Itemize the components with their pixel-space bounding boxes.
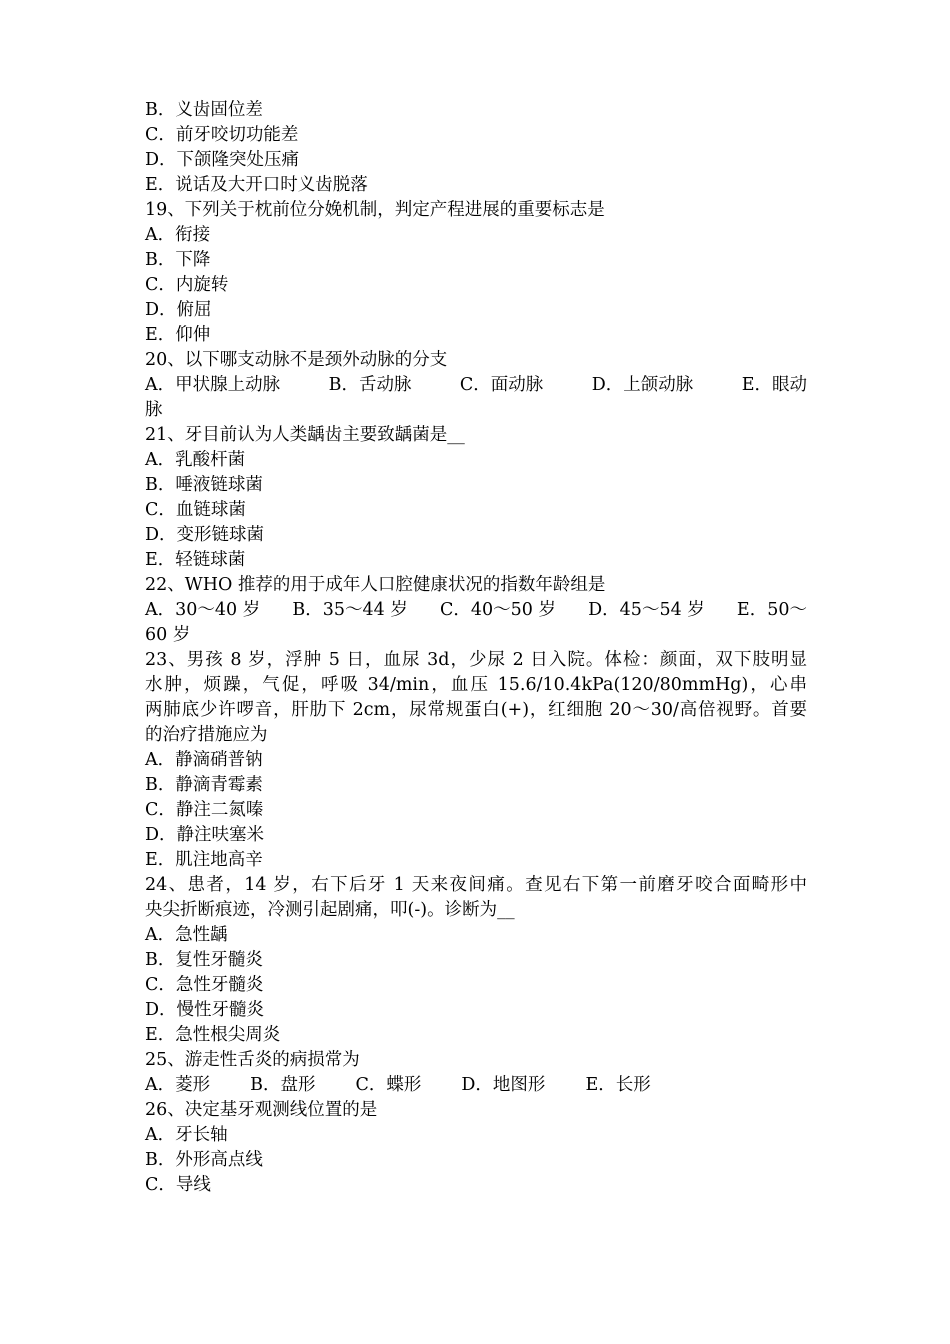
q20-stem: 20、以下哪支动脉不是颈外动脉的分支 [145,350,448,370]
q20-option-e: E．眼动 [741,375,807,395]
q24-option-a: A．急性龋 [145,925,228,945]
q24-option-c: C．急性牙髓炎 [145,975,264,995]
q24-stem-line-2: 央尖折断痕迹，冷测引起剧痛，叩(-)。诊断为__ [145,900,515,920]
q26-option-b: B．外形高点线 [145,1150,263,1170]
q23-stem-line-3: 两肺底少许啰音，肝肋下 2cm，尿常规蛋白(+)，红细胞 20～30/高倍视野。首要 [145,700,807,720]
q22-options-row [145,598,807,623]
q23-stem-line-2: 水肿，烦躁，气促，呼吸 34/min，血压 15.6/10.4kPa(120/80mmHg)，心串 [145,675,807,695]
q19-option-a: A．衔接 [145,225,211,245]
q21-stem: 21、牙目前认为人类龋齿主要致龋菌是__ [145,425,465,445]
q22-option-a: A．30～40 岁 [145,600,261,620]
q21-option-b: B．唾液链球菌 [145,475,263,495]
q23-option-a: A．静滴硝普钠 [145,750,263,770]
q20-option-a: A．甲状腺上动脉 [145,375,281,395]
q20-option-e-continued: 脉 [145,400,163,420]
q21-option-a: A．乳酸杆菌 [145,450,246,470]
q19-option-c: C．内旋转 [145,275,229,295]
q23-option-e: E．肌注地高辛 [145,850,263,870]
q20-option-b: B．舌动脉 [328,375,412,395]
q26-option-c: C．导线 [145,1175,211,1195]
q22-option-b: B．35～44 岁 [292,600,408,620]
q19-option-d: D．俯屈 [145,300,212,320]
q20-option-d: D．上颌动脉 [591,375,694,395]
q24-option-e: E．急性根尖周炎 [145,1025,281,1045]
q19-option-e: E．仰伸 [145,325,211,345]
q20-options-row [145,373,807,398]
q23-option-b: B．静滴青霉素 [145,775,263,795]
q24-option-d: D．慢性牙髓炎 [145,1000,265,1020]
q25-stem: 25、游走性舌炎的病损常为 [145,1050,360,1070]
q25-option-e: E．长形 [585,1075,651,1095]
q22-option-e: E．50～ [736,600,807,620]
q22-stem: 22、WHO 推荐的用于成年人口腔健康状况的指数年龄组是 [145,575,606,595]
q23-option-c: C．静注二氮嗪 [145,800,264,820]
q19-option-b: B．下降 [145,250,211,270]
q25-option-a: A．菱形 [145,1075,211,1095]
q18-option-c: C．前牙咬切功能差 [145,125,299,145]
q20-option-c: C．面动脉 [459,375,544,395]
q21-option-d: D．变形链球菌 [145,525,265,545]
q25-options-row [145,1073,807,1098]
q18-option-b: B．义齿固位差 [145,100,263,120]
q19-stem: 19、下列关于枕前位分娩机制，判定产程进展的重要标志是 [145,200,605,220]
q22-option-e-continued: 60 岁 [145,625,191,645]
q18-option-d: D．下颌隆突处压痛 [145,150,300,170]
q26-stem: 26、决定基牙观测线位置的是 [145,1100,378,1120]
document-body [145,98,807,1198]
q22-option-c: C．40～50 岁 [440,600,556,620]
q24-option-b: B．复性牙髓炎 [145,950,263,970]
q25-option-c: C．蝶形 [355,1075,422,1095]
q18-option-e: E．说话及大开口时义齿脱落 [145,175,368,195]
q21-option-e: E．轻链球菌 [145,550,246,570]
q21-option-c: C．血链球菌 [145,500,246,520]
q22-option-d: D．45～54 岁 [588,600,705,620]
q26-option-a: A．牙长轴 [145,1125,228,1145]
q23-stem-line-1: 23、男孩 8 岁，浮肿 5 日，血尿 3d，少尿 2 日入院。体检：颜面，双下肢明显 [145,650,807,670]
q25-option-d: D．地图形 [461,1075,546,1095]
q24-stem-line-1: 24、患者，14 岁，右下后牙 1 天来夜间痛。查见右下第一前磨牙咬合面畸形中 [145,875,807,895]
q25-option-b: B．盘形 [250,1075,316,1095]
q23-option-d: D．静注呋塞米 [145,825,265,845]
q23-stem-line-4: 的治疗措施应为 [145,725,268,745]
